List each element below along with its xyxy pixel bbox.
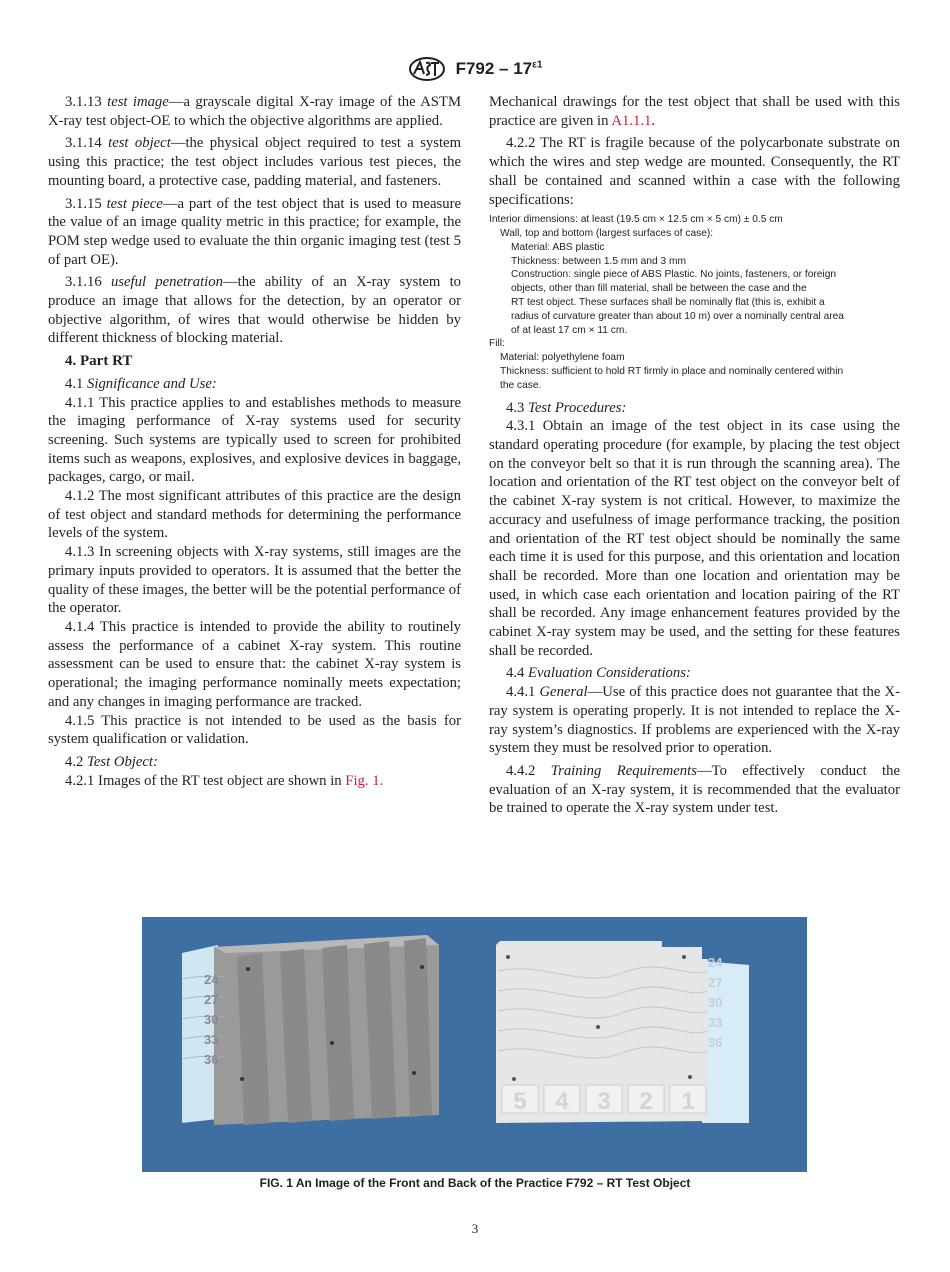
page-header — [0, 56, 950, 82]
paragraph-3-1-16: 3.1.16 useful penetration—the ability of an X-ray system to produce an image that allows for the detection, by an operator or objective algorithm, of wires that would otherwise be hidden by different thickness of blocking material. — [48, 274, 461, 347]
paragraph-4-1-3: 4.1.3 In screening objects with X-ray systems, still images are the primary inputs provided to operators. It is assumed that the better the quality of these images, the better will be the potential performance of the operator. — [48, 544, 461, 617]
paragraph-4-4-2: 4.4.2 Training Requirements—To effectively conduct the evaluation of an X-ray system, it is recommended that the evaluator be trained to operate the X-ray system under test. — [489, 762, 901, 817]
front-label-30: 30 — [204, 1012, 219, 1027]
paragraph-4-2-heading: 4.2 Test Object: — [65, 753, 158, 770]
paragraph-4-1-2: 4.1.2 The most significant attributes of this practice are the design of test object and standard methods for determining the performance levels of the system. — [48, 488, 461, 542]
paragraph-3-1-14: 3.1.14 test object—the physical object required to test a system using this practice; the test object includes various test pieces, the mounting board, a protective case, padding material, and fasteners. — [48, 135, 461, 189]
document-designation: $F792 - 17^{\varepsilon 1}$ — [455, 59, 543, 78]
paragraph-3-1-13: 3.1.13 test image—a grayscale digital X-ray image of the ASTM X-ray test object-OE to which the objective algorithms are applied. — [48, 94, 462, 129]
back-step-5: 5 — [513, 1088, 527, 1115]
left-column — [48, 93, 461, 790]
section-4-heading: 4. Part RT — [65, 353, 133, 370]
right-column — [489, 93, 900, 822]
back-label-36: 36 — [708, 1035, 723, 1050]
figure-1-link[interactable]: Fig. 1. — [345, 772, 384, 789]
back-step-4: 4 — [555, 1088, 569, 1115]
paragraph-4-1-1: 4.1.1 This practice applies to and establishes methods to measure the imaging performance of X-ray systems used for security screening. Such systems are typically used to screen for prohibited items such as weapons, explosives, and explosive devices in baggage, packages, cargo, or mail. — [48, 394, 461, 486]
paragraph-4-3-1: 4.3.1 Obtain an image of the test object in its case using the standard operating procedure (for example, by placing the test object on the conveyor belt so that it is run through the scanning area). The location and orientation of the RT test object on the conveyor belt of the cabinet X-ray system is not critical. However, to maximize the accuracy and usefulness of image performance tracking, the position and orientation of the RT test object should be nominally the same each time it is used for this purpose, and this orientation and location shall be recorded. More than one location and orientation may be used, in which case each orientation and location pairing of the RT shall be recorded. Any image enhancement features provided by the cabinet X-ray system may be used, and the setting for these features shall be recorded. — [489, 418, 900, 659]
paragraph-4-1-5: 4.1.5 This practice is not intended to be used as the basis for system qualification or validation. — [48, 712, 461, 748]
paragraph-4-2-2: 4.2.2 The RT is fragile because of the polycarbonate substrate on which the wires and step wedge are mounted. Consequently, the RT shall be contained and scanned within a case with the following specifications: — [489, 135, 900, 208]
front-label-24: 24 — [204, 972, 219, 987]
paragraph-3-1-15: 3.1.15 test piece—a part of the test object that is used to measure the value of an image quality metric in this practice; for example, the POM step wedge used to evaluate the thin organic imaging test (test 5 of part OE). — [48, 195, 461, 268]
page-number: 3 — [471, 1221, 479, 1236]
paragraph-4-1-heading: 4.1 Significance and Use: — [65, 375, 217, 392]
paragraph-4-4-heading: 4.4 Evaluation Considerations: — [506, 665, 691, 682]
figure-1-image — [142, 917, 807, 1172]
paragraph-4-4-1: 4.4.1 General—Use of this practice does not guarantee that the X-ray system is operating properly. It is not intended to replace the X-ray system’s diagnostics. If problems are experienced with the X-ray system they must be resolved prior to operation. — [489, 684, 900, 757]
front-label-27: 27 — [204, 992, 219, 1007]
rt-test-object-illustration — [142, 917, 807, 1172]
rt-back-view — [496, 941, 749, 1123]
back-label-30: 30 — [708, 995, 723, 1010]
rt-front-view — [182, 935, 439, 1125]
case-specifications: Interior dimensions: at least (19.5 cm × 12.5 cm × 5 cm) ± 0.5 cm Wall, top and bottom (largest surfaces of case): Material: ABS plastic Thickness: between 1.5 mm and 3 mm Construction: single piece of ABS Plastic. No joints, fasteners, or foreign objects, other than fill material, shall be between the case and the RT test object. These surfaces shall be nominally flat (this is, exhibit a radius of curvature greater than about 10 m) over a nominally central area of at least 17 cm × 11 cm. Fill: Material: polyethylene foam Thickness: sufficient to hold RT firmly in place and nominally centered within the case. — [489, 214, 844, 391]
back-step-2: 2 — [639, 1088, 653, 1115]
back-label-27: 27 — [708, 975, 723, 990]
annex-a1-1-1-link[interactable]: A1.1.1 — [611, 112, 652, 129]
figure-1-caption: FIG. 1 An Image of the Front and Back of the Practice F792 – RT Test Object — [259, 1176, 691, 1190]
back-step-3: 3 — [597, 1088, 611, 1115]
back-label-33: 33 — [708, 1015, 723, 1030]
paragraph-4-2-1: 4.2.1 Images of the RT test object are shown in Fig. 1. — [65, 772, 384, 789]
paragraph-4-1-4: 4.1.4 This practice is intended to provide the ability to routinely assess the performance of a cabinet X-ray system. This routine assessment can be used to ensure that: the cabinet X-ray system is operational; the imaging performance nominally meets expectation; and any changes in imaging performance are tracked. — [48, 618, 461, 710]
front-label-33: 33 — [204, 1032, 219, 1047]
back-step-1: 1 — [681, 1088, 695, 1115]
astm-logo — [408, 56, 446, 82]
front-label-36: 36 — [204, 1052, 219, 1067]
paragraph-4-3-heading: 4.3 Test Procedures: — [506, 399, 627, 416]
back-label-24: 24 — [708, 955, 723, 970]
paragraph-4-2-1-continued: Mechanical drawings for the test object that shall be used with this practice are given in A1.1.1. — [489, 94, 900, 129]
